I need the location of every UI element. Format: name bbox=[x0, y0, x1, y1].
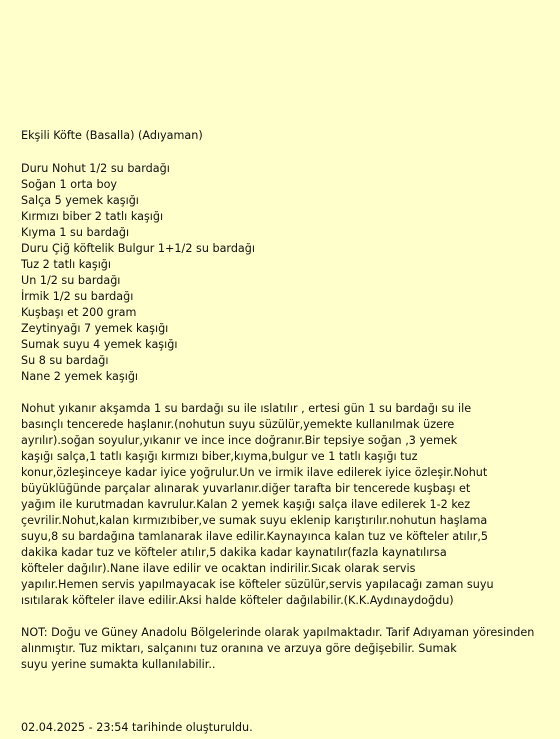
ingredient-item: Kuşbaşı et 200 gram bbox=[21, 306, 137, 319]
instructions-line: çevrilir.Nohut,kalan kırmızıbiber,ve sumak suyu eklenip karıştırılır.nohutun haşlama bbox=[21, 514, 488, 527]
instructions-line: ayrılır).soğan soyulur,yıkanır ve ince ince doğranır.Bir tepsiye soğan ,3 yemek bbox=[21, 434, 458, 447]
instructions-paragraph bbox=[21, 401, 494, 609]
instructions-line: yağım ile kurutmadan kavrulur.Kalan 2 yemek kaşığı salça ilave edilerek 1-2 kez bbox=[21, 498, 471, 511]
ingredient-item: Su 8 su bardağı bbox=[21, 354, 109, 367]
ingredient-item: Duru Çiğ köftelik Bulgur 1+1/2 su bardağı bbox=[21, 242, 255, 255]
ingredient-item: Salça 5 yemek kaşığı bbox=[21, 194, 139, 207]
instructions-line: dakika kadar tuz ve köfteler atılır,5 dakika kadar kaynatılır(fazla kaynatılırsa bbox=[21, 546, 447, 559]
ingredient-item: Kırmızı biber 2 tatlı kaşığı bbox=[21, 210, 164, 223]
note-line: suyu yerine sumakta kullanılabilir.. bbox=[21, 658, 216, 671]
instructions-line: basınçlı tencerede haşlanır.(nohutun suyu süzülür,yemekte kullanılmak üzere bbox=[21, 418, 455, 431]
note-line: alınmıştır. Tuz miktarı, salçanını tuz oranına ve arzuya göre değişebilir. Sumak bbox=[21, 642, 457, 655]
recipe-title: Ekşili Köfte (Basalla) (Adıyaman) bbox=[21, 129, 203, 142]
instructions-line: konur,özleşinceye kadar iyice yoğrulur.Un ve irmik ilave edilerek iyice özleşir.Nohut bbox=[21, 466, 488, 479]
instructions-line: suyu,8 su bardağına tamlanarak ilave edilir.Kaynayınca kalan tuz ve köfteler atılır,5 bbox=[21, 530, 489, 543]
instructions-line: kaşığı salça,1 tatlı kaşığı kırmızı biber,kıyma,bulgur ve 1 tatlı kaşığı tuz bbox=[21, 450, 418, 463]
instructions-line: ısıtılarak köfteler ilave edilir.Aksi halde köfteler dağılabilir.(K.K.Aydınaydoğdu) bbox=[21, 594, 454, 607]
ingredient-item: Kıyma 1 su bardağı bbox=[21, 226, 130, 239]
ingredient-item: Tuz 2 tatlı kaşığı bbox=[21, 258, 112, 271]
instructions-line: Nohut yıkanır akşamda 1 su bardağı su ile ıslatılır , ertesi gün 1 su bardağı su ile bbox=[21, 402, 472, 415]
ingredient-item: Zeytinyağı 7 yemek kaşığı bbox=[21, 322, 169, 335]
ingredient-item: Duru Nohut 1/2 su bardağı bbox=[21, 162, 170, 175]
ingredient-item: Sumak suyu 4 yemek kaşığı bbox=[21, 338, 178, 351]
ingredient-item: İrmik 1/2 su bardağı bbox=[21, 290, 134, 303]
instructions-line: köfteler dağılır).Nane ilave edilir ve ocaktan indirilir.Sıcak olarak servis bbox=[21, 562, 416, 575]
ingredient-item: Soğan 1 orta boy bbox=[21, 178, 118, 191]
ingredient-list bbox=[21, 161, 255, 385]
created-timestamp: 02.04.2025 - 23:54 tarihinde oluşturuldu. bbox=[21, 721, 253, 734]
note-line: NOT: Doğu ve Güney Anadolu Bölgelerinde olarak yapılmaktadır. Tarif Adıyaman yöresinden bbox=[21, 626, 535, 639]
instructions-line: yapılır.Hemen servis yapılmayacak ise köfteler süzülür,servis yapılacağı zaman suyu bbox=[21, 578, 494, 591]
note-paragraph bbox=[21, 625, 534, 673]
instructions-line: büyüklüğünde parçalar alınarak yuvarlanır.diğer tarafta bir tencerede kuşbaşı et bbox=[21, 482, 471, 495]
ingredient-item: Nane 2 yemek kaşığı bbox=[21, 370, 139, 383]
ingredient-item: Un 1/2 su bardağı bbox=[21, 274, 121, 287]
